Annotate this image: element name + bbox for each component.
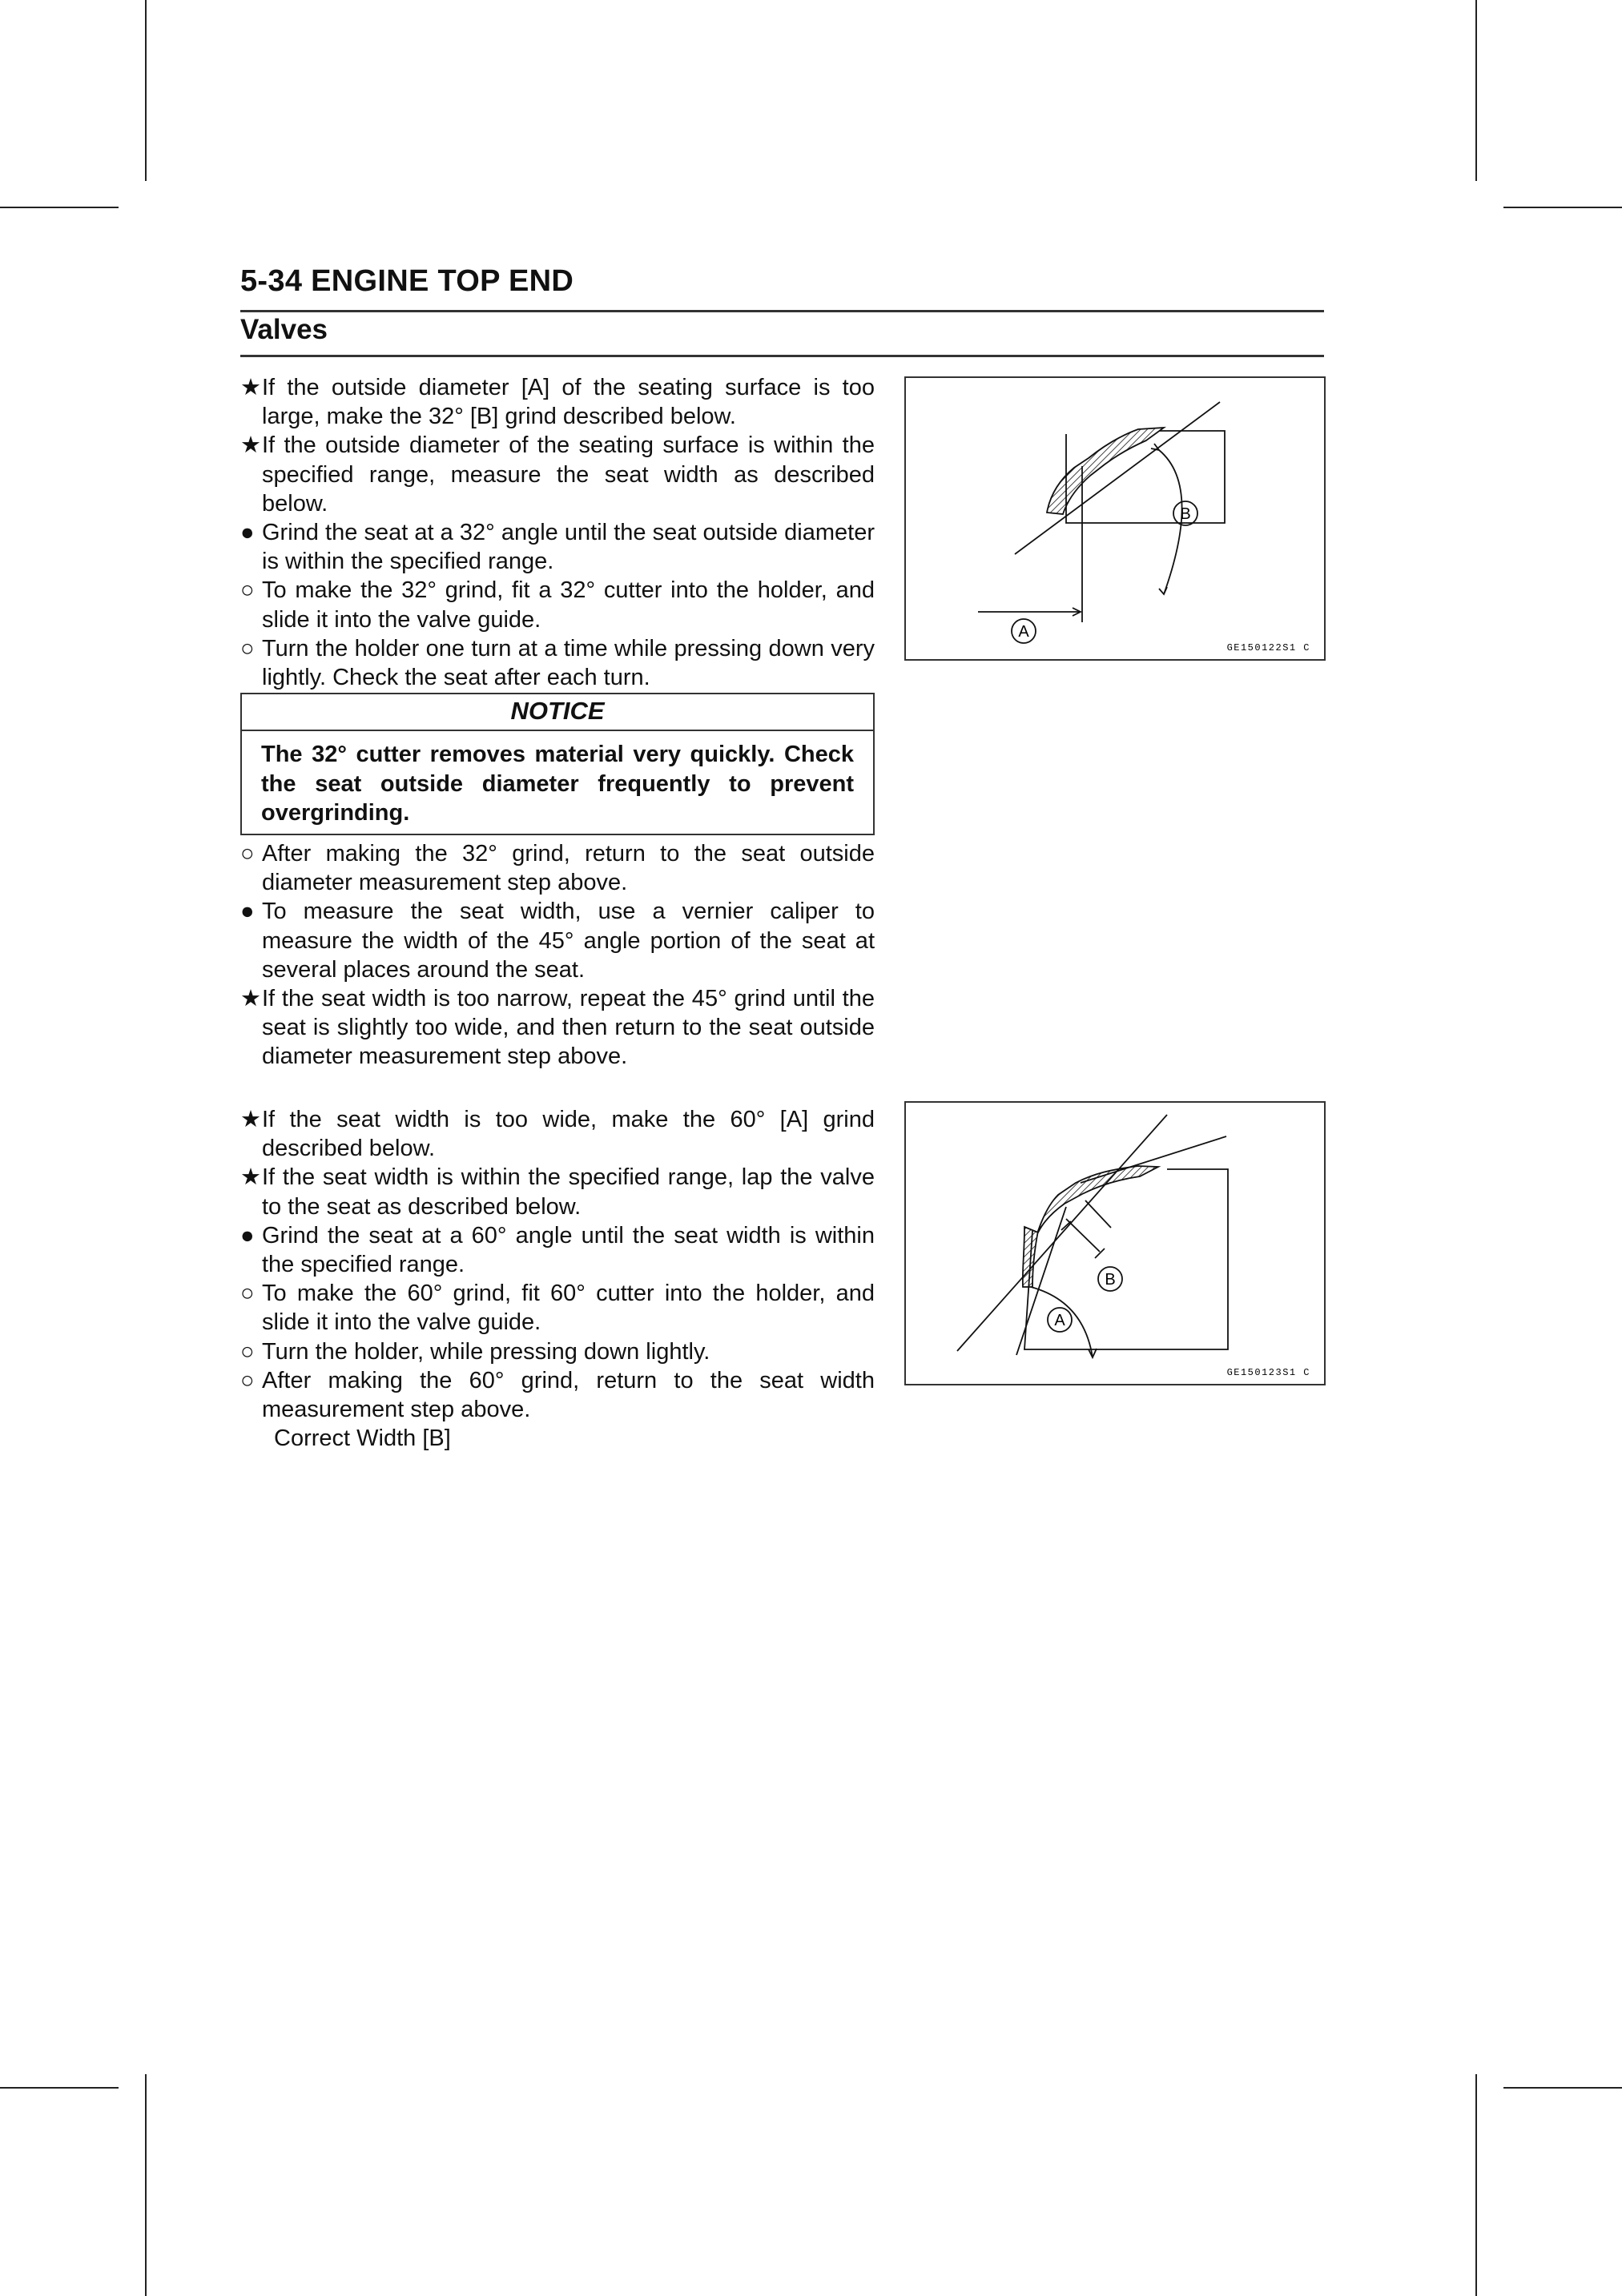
list-item <box>240 1279 875 1337</box>
circle-icon: ○ <box>240 1367 255 1393</box>
arrowhead <box>1159 587 1167 594</box>
list-item-text: If the seat width is too narrow, repeat the 45° grind until the seat is slightly too wide, and then return to the seat outside diameter measurement step above. <box>262 986 875 1070</box>
header-rule <box>240 310 1324 312</box>
list-item <box>240 1105 875 1163</box>
crop-mark <box>1475 2074 1477 2296</box>
figure-32-degree-grind-drawing <box>906 378 1324 659</box>
crop-mark <box>0 2087 119 2089</box>
star-icon: ★ <box>240 432 261 459</box>
list-item-text: Grind the seat at a 60° angle until the seat width is within the specified range. <box>262 1222 875 1278</box>
list-item-text: If the seat width is within the specified range, lap the valve to the seat as described below. <box>262 1164 875 1220</box>
list-item <box>240 431 875 518</box>
text-column-top <box>240 373 875 1072</box>
section-rule <box>240 355 1324 357</box>
circle-icon: ○ <box>240 1338 255 1365</box>
list-item <box>240 1366 875 1424</box>
width-b-extension <box>1085 1200 1111 1228</box>
circle-icon: ○ <box>240 841 255 867</box>
figure-code: GE150123S1 C <box>1226 1367 1310 1378</box>
list-item <box>240 1221 875 1279</box>
star-icon: ★ <box>240 1107 261 1132</box>
crop-mark <box>145 0 147 181</box>
text-column-bottom <box>240 1105 875 1453</box>
arrowhead <box>1151 444 1159 450</box>
correct-width-note: Correct Width [B] <box>274 1425 451 1452</box>
list-item-text: To make the 60° grind, fit 60° cutter into the holder, and slide it into the valve guide. <box>262 1281 875 1336</box>
list-item <box>240 984 875 1072</box>
angle-b-arc <box>1159 450 1182 594</box>
callout-b-label: B <box>1180 505 1191 523</box>
crop-mark <box>1503 207 1622 208</box>
list-item-text: After making the 60° grind, return to the seat width measurement step above. <box>262 1367 875 1423</box>
list-item <box>240 518 875 576</box>
callout-a-label: A <box>1018 623 1029 641</box>
list-item <box>240 897 875 984</box>
width-b-line <box>1066 1219 1100 1252</box>
crop-mark <box>1503 2087 1622 2089</box>
list-item-text: If the outside diameter of the seating surface is within the specified range, measure the seat width as described below. <box>262 432 875 517</box>
section-title: Valves <box>240 314 328 345</box>
list-item-text: To make the 32° grind, fit a 32° cutter into the holder, and slide it into the valve guide. <box>262 577 875 633</box>
star-icon: ★ <box>240 986 261 1012</box>
list-item-text: To measure the seat width, use a vernier caliper to measure the width of the 45° angle portion of the seat at several places around the seat. <box>262 899 875 983</box>
bullet-icon: ● <box>240 1222 255 1249</box>
figure-60-degree-grind-drawing <box>906 1103 1324 1384</box>
list-item-text: Turn the holder one turn at a time while pressing down very lightly. Check the seat after each turn. <box>262 635 875 691</box>
notice-box <box>240 693 875 835</box>
crop-mark <box>145 2074 147 2296</box>
list-item <box>240 634 875 692</box>
list-item <box>240 1337 875 1366</box>
figure-60-degree-grind <box>904 1101 1326 1385</box>
list-item <box>240 1163 875 1220</box>
crop-mark <box>0 207 119 208</box>
callout-a-label: A <box>1054 1312 1065 1329</box>
list-item <box>240 576 875 633</box>
circle-icon: ○ <box>240 1281 255 1307</box>
valve-seat-outline <box>1066 431 1225 523</box>
list-item-text: Grind the seat at a 32° angle until the seat outside diameter is within the specified range. <box>262 520 875 575</box>
bullet-icon: ● <box>240 899 255 925</box>
star-icon: ★ <box>240 1164 261 1191</box>
notice-title: NOTICE <box>242 694 873 731</box>
list-item <box>240 839 875 897</box>
list-item-text: Turn the holder, while pressing down lightly. <box>262 1338 710 1365</box>
figure-code: GE150122S1 C <box>1226 642 1310 653</box>
seat-hatched-area <box>1047 428 1164 514</box>
circle-icon: ○ <box>240 635 255 661</box>
callout-b-label: B <box>1105 1271 1116 1289</box>
bullet-icon: ● <box>240 520 255 546</box>
circle-icon: ○ <box>240 577 255 604</box>
cutter-line <box>1015 402 1220 554</box>
page-title: 5-34 ENGINE TOP END <box>240 264 574 298</box>
list-item <box>240 373 875 431</box>
list-item-text: After making the 32° grind, return to the seat outside diameter measurement step above. <box>262 841 875 896</box>
width-b-tick <box>1095 1249 1105 1258</box>
notice-text: The 32° cutter removes material very quickly. Check the seat outside diameter frequently to prevent overgrinding. <box>261 742 854 826</box>
star-icon: ★ <box>240 375 261 400</box>
list-item-text: If the seat width is too wide, make the 60° [A] grind described below. <box>262 1107 875 1162</box>
figure-32-degree-grind <box>904 376 1326 661</box>
list-item-text: If the outside diameter [A] of the seating surface is too large, make the 32° [B] grind described below. <box>262 375 875 430</box>
seat-hatched-area <box>1023 1166 1158 1287</box>
crop-mark <box>1475 0 1477 181</box>
